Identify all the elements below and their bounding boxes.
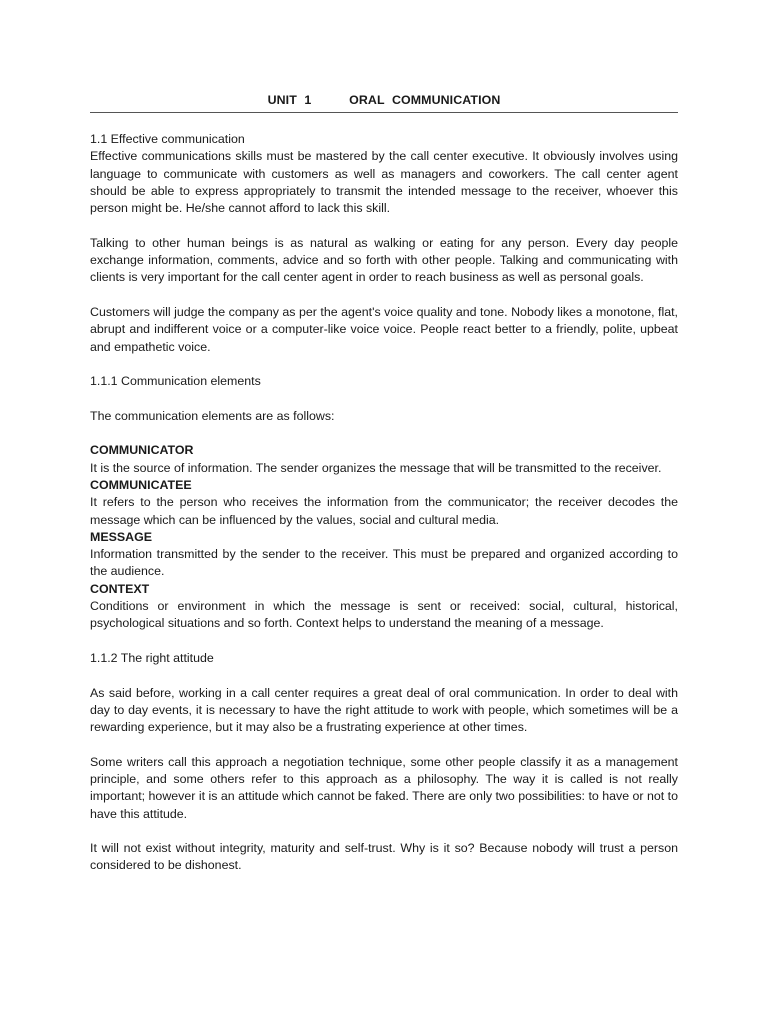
title-bar: [90, 92, 678, 113]
paragraph-right-attitude: As said before, working in a call center requires a great deal of oral communication. In order to deal with day to day events, it is necessary to have the right attitude to work with people, which sometimes will be a rewarding experience, but it may also be a frustrating experience at other times.: [90, 685, 678, 735]
section-heading-1-1-1: 1.1.1 Communication elements: [90, 374, 261, 389]
element-definition-communicator: It is the source of information. The sender organizes the message that will be transmitted to the receiver.: [90, 460, 662, 475]
paragraph-customers-judge: Customers will judge the company as per the agent's voice quality and tone. Nobody likes a monotone, flat, abrupt and indifferent voice or a computer-like voice voice. People react better to a friendly, polite, upbeat and empathetic voice.: [90, 304, 678, 354]
element-definition-message: Information transmitted by the sender to the receiver. This must be prepared and organized according to the audience.: [90, 547, 678, 579]
element-term-message: MESSAGE: [90, 529, 152, 544]
paragraph-talking: Talking to other human beings is as natural as walking or eating for any person. Every day people exchange information, comments, advice and so forth with other people. Talking and communicating with clients is very important for the call center agent in order to reach business as well as personal goals.: [90, 235, 678, 285]
paragraph-integrity: It will not exist without integrity, maturity and self-trust. Why is it so? Because nobody will trust a person considered to be dishonest.: [90, 841, 678, 873]
section-heading-1-1-2: 1.1.2 The right attitude: [90, 650, 214, 665]
document-page: [90, 92, 678, 892]
section-heading-1-1: 1.1 Effective communication: [90, 132, 245, 146]
communication-elements-list: [90, 442, 678, 632]
page-title: UNIT 1 ORAL COMMUNICATION: [267, 93, 501, 107]
element-definition-communicatee: It refers to the person who receives the information from the communicator; the receiver decodes the message which can be influenced by the values, social and cultural media.: [90, 495, 678, 527]
paragraph-effective-communication: Effective communications skills must be mastered by the call center executive. It obviously involves using language to communicate with customers as well as managers and coworkers. The call center agent should be able to express appropriately to transmit the intended message to the receiver, whoever this person might be. He/she cannot afford to lack this skill.: [90, 149, 678, 216]
element-term-context: CONTEXT: [90, 581, 150, 596]
element-term-communicator: COMMUNICATOR: [90, 443, 194, 458]
element-term-communicatee: COMMUNICATEE: [90, 477, 192, 492]
paragraph-elements-intro: The communication elements are as follows:: [90, 408, 335, 423]
element-definition-context: Conditions or environment in which the message is sent or received: social, cultural, historical, psychological situations and so forth. Context helps to understand the meaning of a message.: [90, 599, 678, 631]
paragraph-negotiation: Some writers call this approach a negotiation technique, some other people classify it as a management principle, and some others refer to this approach as a philosophy. The way it is called is not really important; however it is an attitude which cannot be faked. There are only two possibilities: to have or not to have this attitude.: [90, 754, 678, 821]
